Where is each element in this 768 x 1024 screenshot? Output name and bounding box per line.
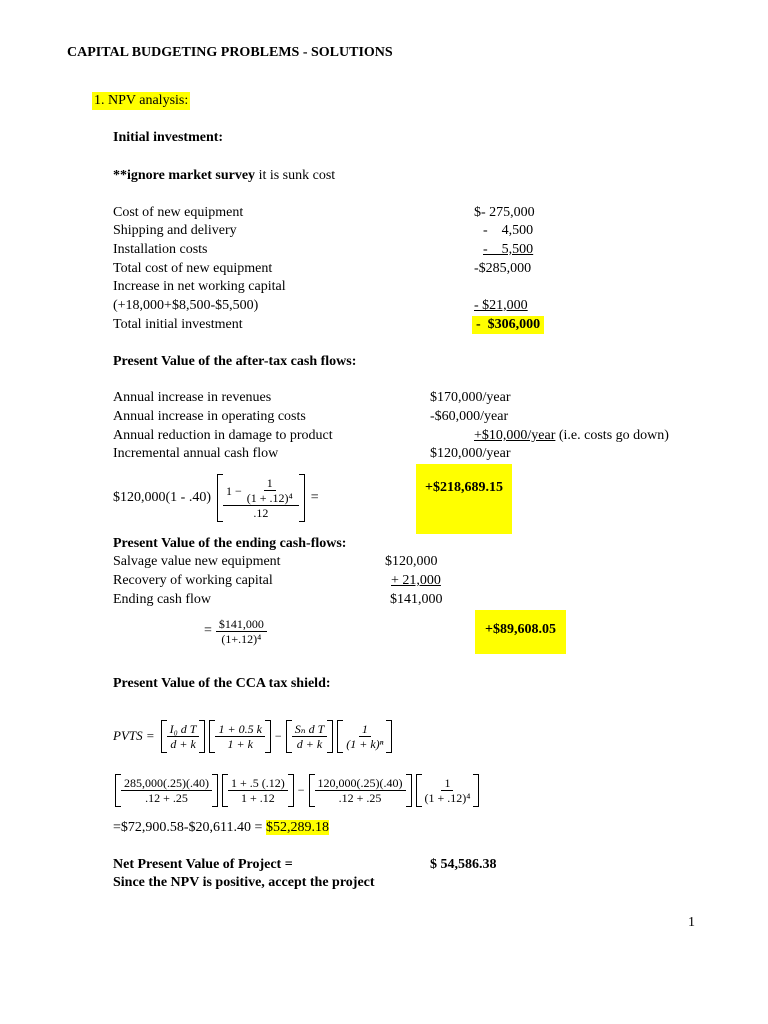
pvts-den: .12 + .25 — [338, 790, 382, 805]
pvts-num: 120,000(.25)(.40) — [315, 776, 406, 791]
pvts-num: 1 — [359, 722, 371, 737]
pvts-bracket — [115, 774, 218, 807]
pvts-bracket — [416, 774, 480, 807]
equals-sign: = — [204, 623, 212, 638]
pvts-num: 1 — [441, 776, 453, 791]
annuity-denominator: .12 — [253, 506, 269, 520]
pvts-bracket — [222, 774, 294, 807]
end-row-label: Ending cash flow — [113, 592, 211, 607]
at-row-label: Annual reduction in damage to product — [113, 428, 333, 443]
cca-result-line — [113, 819, 329, 837]
end-row-label: Salvage value new equipment — [113, 554, 281, 569]
end-row-label: Recovery of working capital — [113, 573, 273, 588]
ii-row-label: Total initial investment — [113, 317, 243, 332]
pv-ending-result: +$89,608.05 — [475, 610, 566, 654]
ii-row-label: Increase in net working capital — [113, 279, 286, 294]
annuity-minus: 1 − — [226, 483, 242, 498]
pvts-num: 1 + .5 (.12) — [228, 776, 288, 791]
end-row-value: $120,000 — [385, 554, 438, 569]
page-title: CAPITAL BUDGETING PROBLEMS - SOLUTIONS — [67, 45, 393, 60]
annuity-numerator — [223, 476, 299, 506]
pvts-numeric-formula — [113, 767, 481, 813]
npv-value: $ 54,586.38 — [430, 857, 497, 872]
question-1-heading: 1. NPV analysis: — [94, 93, 189, 108]
annuity-inner-den: (1 + .12)⁴ — [246, 491, 293, 505]
minus-sign: − — [274, 729, 282, 743]
at-row-value: -$60,000/year — [430, 409, 509, 424]
end-row-value: $141,000 — [390, 592, 443, 607]
pvts-num: 1 + 0.5 k — [215, 722, 264, 737]
npv-label: Net Present Value of Project = — [113, 857, 293, 872]
annuity-fraction — [223, 476, 299, 520]
pvts-fraction — [121, 776, 212, 805]
ii-row-label: Cost of new equipment — [113, 205, 244, 220]
pvts-formula — [113, 713, 394, 759]
at-row-note: (i.e. costs go down) — [555, 428, 669, 443]
at-row-label: Incremental annual cash flow — [113, 446, 279, 461]
sunk-cost-note-rest: it is sunk cost — [255, 168, 336, 183]
ending-pv-fraction — [216, 617, 267, 646]
at-row-value-group — [474, 427, 669, 445]
cca-heading: Present Value of the CCA tax shield: — [113, 676, 331, 691]
pvts-bracket — [309, 774, 412, 807]
pvts-fraction — [292, 722, 328, 751]
pvts-fraction — [343, 722, 386, 751]
ii-row-value: $- 275,000 — [474, 205, 535, 220]
pvts-den: d + k — [170, 736, 196, 751]
pvts-den: .12 + .25 — [145, 790, 188, 805]
minus-sign: − — [297, 783, 305, 797]
at-row-value: +$10,000/year — [474, 428, 556, 443]
pvts-fraction — [215, 722, 264, 751]
cca-result-value: $52,289.18 — [265, 820, 329, 835]
at-row-value: $170,000/year — [430, 390, 511, 405]
cca-result-expression: =$72,900.58-$20,611.40 = — [113, 820, 266, 835]
ii-row-label: Shipping and delivery — [113, 223, 237, 238]
annuity-formula — [113, 465, 319, 531]
pvts-den: (1 + .12)⁴ — [424, 790, 471, 805]
ii-row-value: - 5,500 — [483, 242, 534, 257]
pvts-fraction — [167, 722, 200, 751]
pvts-fraction — [228, 776, 288, 805]
pvts-den: 1 + .12 — [240, 790, 275, 805]
pvts-bracket — [286, 720, 334, 753]
pvts-bracket — [337, 720, 392, 753]
annuity-bracket — [217, 474, 305, 522]
ii-row-value: - 4,500 — [483, 223, 534, 238]
pvts-fraction — [315, 776, 406, 805]
pvts-fraction — [422, 776, 474, 805]
page-number: 1 — [688, 915, 695, 930]
pvts-bracket — [209, 720, 270, 753]
annuity-inner-num: 1 — [264, 476, 276, 491]
end-row-value: + 21,000 — [391, 573, 441, 588]
pv-ending-heading: Present Value of the ending cash-flows: — [113, 536, 347, 551]
pvts-bracket — [161, 720, 206, 753]
pv-after-tax-result: +$218,689.15 — [416, 464, 512, 534]
pvts-den: (1 + k)ⁿ — [346, 736, 384, 751]
ii-row-label: Total cost of new equipment — [113, 261, 273, 276]
annuity-inner-fraction — [244, 476, 296, 505]
at-row-label: Annual increase in revenues — [113, 390, 272, 405]
pvts-num: Sₙ d T — [292, 722, 328, 737]
ii-row-value: -$285,000 — [474, 261, 532, 276]
ending-pv-num: $141,000 — [216, 617, 267, 632]
pvts-den: 1 + k — [227, 736, 253, 751]
at-row-label: Annual increase in operating costs — [113, 409, 306, 424]
ii-row-value: - $21,000 — [474, 298, 528, 313]
pv-after-tax-heading: Present Value of the after-tax cash flows: — [113, 354, 357, 369]
equals-sign: = — [310, 490, 319, 505]
at-row-value: $120,000/year — [430, 446, 511, 461]
ii-row-label: Installation costs — [113, 242, 208, 257]
annuity-formula-prefix: $120,000(1 - .40) — [113, 490, 211, 505]
sunk-cost-note — [113, 167, 335, 185]
total-initial-investment-value: - $306,000 — [472, 316, 544, 334]
pvts-num: I₀ d T — [167, 722, 200, 737]
ii-row-label: (+18,000+$8,500-$5,500) — [113, 298, 259, 313]
npv-conclusion: Since the NPV is positive, accept the project — [113, 875, 375, 890]
ending-pv-formula — [204, 612, 267, 650]
pvts-num: 285,000(.25)(.40) — [121, 776, 212, 791]
initial-investment-heading: Initial investment: — [113, 130, 224, 145]
ending-pv-den: (1+.12)⁴ — [221, 631, 262, 646]
sunk-cost-note-bold: **ignore market survey — [113, 168, 256, 183]
pvts-den: d + k — [296, 736, 323, 751]
pvts-label: PVTS = — [113, 728, 155, 743]
